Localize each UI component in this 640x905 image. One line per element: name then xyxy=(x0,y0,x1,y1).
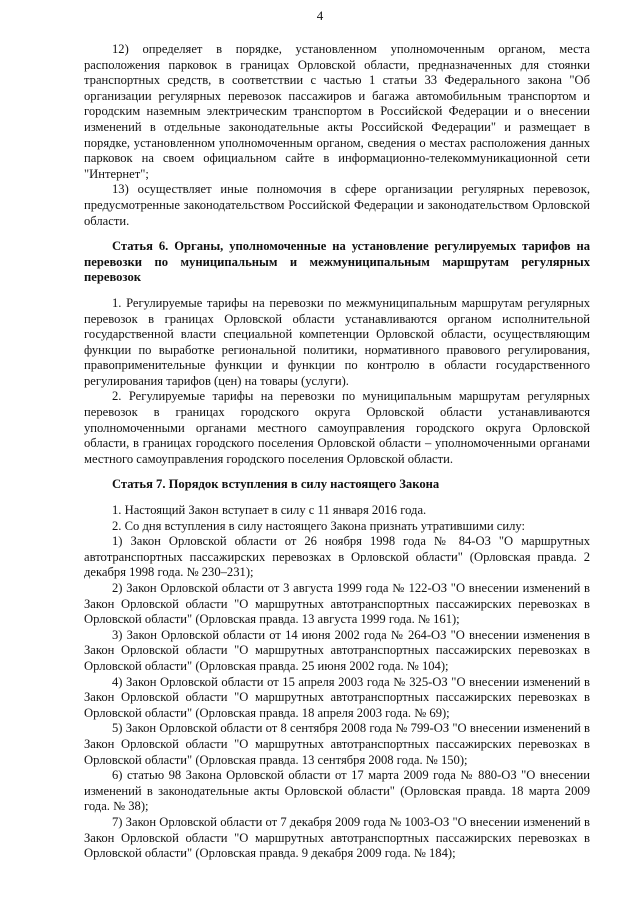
repealed-law-1: 1) Закон Орловской области от 26 ноября 1998 года № 84-ОЗ "О маршрутных автотранспортных пассажирских перевозках в Орловской области" (Орловская правда. 2 декабря 1998 года. № 230–231); xyxy=(84,534,590,580)
article5-item-12: 12) определяет в порядке, установленном уполномоченным органом, места расположения парковок в границах Орловской области, предназначенных для стоянки транспортных средств, в соответствии с частью 1 статьи 33 Федерального закона "Об организации регулярных перевозок пассажиров и багажа автомобильным транспортом и городским наземным электрическим транспортом в Российской Федерации и о внесении изменений в отдельные законодательные акты Российской Федерации" и размещает в порядке, установленном уполномоченным органом, сведения о местах расположения данных парковок на своем официальном сайте в информационно-телекоммуникационной сети "Интернет"; xyxy=(84,42,590,181)
repealed-law-3: 3) Закон Орловской области от 14 июня 2002 года № 264-ОЗ "О внесении изменения в Закон Орловской области "О маршрутных автотранспортных пассажирских перевозках в Орловской области" (Орловская правда. 25 июня 2002 года. № 104); xyxy=(84,627,590,673)
repealed-law-4: 4) Закон Орловской области от 15 апреля 2003 года № 325-ОЗ "О внесении изменений в Закон Орловской области "О маршрутных автотранспортных пассажирских перевозках в Орловской области" (Орловская правда. 18 апреля 2003 года. № 69); xyxy=(84,674,590,720)
article7-paragraph-1: 1. Настоящий Закон вступает в силу с 11 января 2016 года. xyxy=(112,503,427,518)
article5-item-13: 13) осуществляет иные полномочия в сфере организации регулярных перевозок, предусмотренные законодательством Российской Федерации и законодательством Орловской области. xyxy=(84,182,590,228)
repealed-law-6: 6) статью 98 Закона Орловской области от 17 марта 2009 года № 880-ОЗ "О внесении изменений в законодательные акты Орловской области" (Орловская правда. 18 марта 2009 года. № 38); xyxy=(84,768,590,814)
article6-heading: Статья 6. Органы, уполномоченные на установление регулируемых тарифов на перевозки по муниципальным и межмуниципальным маршрутам регулярных перевозок xyxy=(84,239,590,285)
article7-heading: Статья 7. Порядок вступления в силу настоящего Закона xyxy=(112,477,440,492)
article6-paragraph-2: 2. Регулируемые тарифы на перевозки по муниципальным маршрутам регулярных перевозок в границах городского округа Орловской области устанавливаются уполномоченными органами местного самоуправления городского округа Орловской области, в границах городского поселения Орловской области – уполномоченными органами местного самоуправления городского поселения Орловской области. xyxy=(84,389,590,466)
repealed-law-5: 5) Закон Орловской области от 8 сентября 2008 года № 799-ОЗ "О внесении изменений в Закон Орловской области "О маршрутных автотранспортных пассажирских перевозках в Орловской области" (Орловская правда. 13 сентября 2008 года. № 150); xyxy=(84,721,590,767)
article7-paragraph-2: 2. Со дня вступления в силу настоящего Закона признать утратившими силу: xyxy=(112,518,526,533)
page-content xyxy=(84,42,590,862)
repealed-law-7: 7) Закон Орловской области от 7 декабря 2009 года № 1003-ОЗ "О внесении изменений в Закон Орловской области "О маршрутных автотранспортных пассажирских перевозках в Орловской области" (Орловская правда. 9 декабря 2009 года. № 184); xyxy=(84,814,590,861)
repealed-law-2: 2) Закон Орловской области от 3 августа 1999 года № 122-ОЗ "О внесении изменений в Закон Орловской области "О маршрутных автотранспортных пассажирских перевозках в Орловской области" (Орловская правда. 13 августа 1999 года. № 161); xyxy=(84,581,590,627)
page-number: 4 xyxy=(316,8,324,23)
article6-paragraph-1: 1. Регулируемые тарифы на перевозки по межмуниципальным маршрутам регулярных перевозок в границах Орловской области устанавливаются органом исполнительной государственной власти специальной компетенции Орловской области, осуществляющим функции по выработке региональной политики, нормативного правового регулирования, правоприменительные функции и функции по контролю в области государственного регулирования тарифов (цен) на товары (услуги). xyxy=(84,295,590,388)
